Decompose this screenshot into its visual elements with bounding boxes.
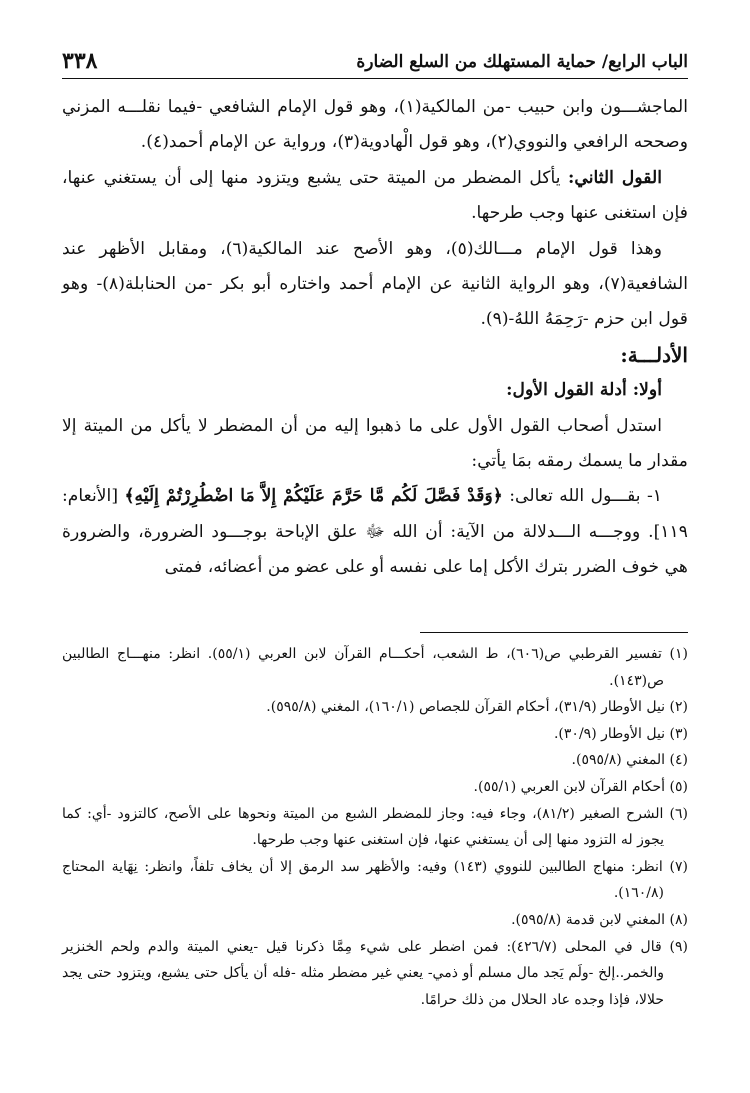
- footnote: (٩) قال في المحلى (٤٢٦/٧): فمن اضطر على شيء مِمَّا ذكرنا قيل -يعني الميتة والدم ولحم الخنزير والخمر..إلخ -ولَم يَجد مال مسلم أو ذمي- يعني غير مضطر مثله -فله أن يأكل حتى يشبع، ويتزود حتى يجد حلالا، فإذا وجده عاد الحلال من ذلك حرامًا.: [62, 938, 688, 1008]
- footnotes: [62, 641, 688, 1013]
- evidence-1-text: [الأنعام: ١١٩]. ووجـــه الـــدلالة من الآية: أن الله ﷻ علق الإباحة بوجـــود الضرورة، والضرورة هي خوف الضرر بترك الأكل إما على نفسه أو على عضو من أعضائه، فمتى: [62, 486, 688, 578]
- paragraph-4: استدل أصحاب القول الأول على ما ذهبوا إليه من أن المضطر لا يأكل من الميتة إلا مقدار ما يسمك رمقه بمَا يأتي:: [62, 415, 688, 472]
- page-header: [62, 38, 688, 79]
- evidence-1-intro: ١- بقـــول الله تعالى:: [502, 486, 662, 507]
- quran-verse: ﴿وَقَدْ فَصَّلَ لَكُم مَّا حَرَّمَ عَلَيْكُمْ إِلاَّ مَا اضْطُرِرْتُمْ إِلَيْهِ﴾: [124, 486, 503, 507]
- second-opinion-label: القول الثاني:: [568, 167, 662, 188]
- footnote-separator: [420, 632, 688, 633]
- paragraph-1: الماجشـــون وابن حبيب -من المالكية(١)، وهو قول الإمام الشافعي -فيما نقلـــه المزني وصححه الرافعي والنووي(٢)، وهو قول الْهادوية(٣)، ورواية عن الإمام أحمد(٤).: [62, 97, 688, 153]
- footnote: (٦) الشرح الصغير (٨١/٢)، وجاء فيه: وجاز للمضطر الشبع من الميتة ونحوها على الأصح، كالتزود -أي: كما يجوز له التزود منها إلى أن يستغني عنها، فإن استغنى عنها وجب طرحها.: [62, 805, 688, 849]
- footnote: (٨) المغني لابن قدمة (٥٩٥/٨).: [511, 911, 688, 928]
- paragraph-3: وهذا قول الإمام مـــالك(٥)، وهو الأصح عند المالكية(٦)، ومقابل الأظهر عند الشافعية(٧)، وهو الرواية الثانية عن الإمام أحمد واختاره أبو بكر -من الحنابلة(٨)- وهو قول ابن حزم -رَحِمَهُ اللهُ-(٩).: [62, 238, 688, 330]
- footnote: (٢) نيل الأوطار (٣١/٩)، أحكام القرآن للجصاص (١٦٠/١)، المغني (٥٩٥/٨).: [266, 699, 688, 716]
- footnote: (٣) نيل الأوطار (٣٠/٩).: [553, 725, 688, 742]
- footnote: (٥) أحكام القرآن لابن العربي (٥٥/١).: [473, 778, 688, 795]
- paragraph-2: [62, 161, 688, 232]
- paragraph-5: [62, 479, 688, 585]
- footnote: (١) تفسير القرطبي ص(٦٠٦)، ط الشعب، أحكـــام القرآن لابن العربي (٥٥/١). انظر: منهـــاج الطالبين ص(١٤٣).: [62, 646, 689, 689]
- evidence-subheading: أولا: أدلة القول الأول:: [506, 380, 662, 401]
- footnote: (٧) انظر: منهاج الطالبين للنووي (١٤٣) وفيه: والأظهر سد الرمق إلا أن يخاف تلفاً، وانظر: نِهَاية المحتاج (١٦٠/٨).: [62, 858, 688, 902]
- page-number: ٣٣٨: [62, 48, 98, 74]
- second-opinion-text: يأكل المضطر من الميتة حتى يشبع ويتزود منها إلى أن يستغني عنها، فإن استغنى عنها وجب طرحها.: [62, 167, 688, 224]
- footnote: (٤) المغني (٥٩٥/٨).: [571, 752, 688, 769]
- main-text: [62, 90, 688, 586]
- evidence-heading: الأدلـــة:: [620, 342, 688, 367]
- running-title: الباب الرابع/ حماية المستهلك من السلع الضارة: [356, 52, 688, 72]
